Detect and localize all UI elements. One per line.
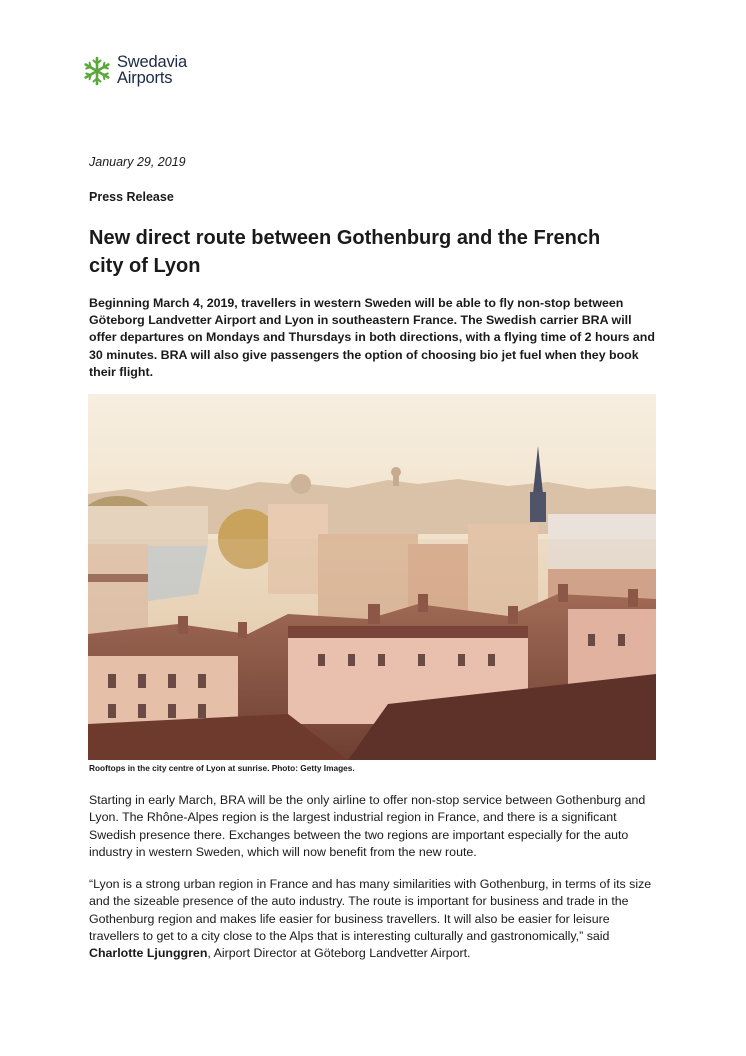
headline: New direct route between Gothenburg and the French city of Lyon xyxy=(89,227,601,277)
document-label: Press Release xyxy=(89,190,174,204)
body-paragraph-2 xyxy=(89,876,659,962)
release-date: January 29, 2019 xyxy=(89,155,186,169)
speaker-title: , Airport Director at Göteborg Landvetter Airport. xyxy=(207,946,471,961)
lyon-rooftops-photo xyxy=(88,394,656,760)
swedavia-logo xyxy=(82,54,212,88)
logo-line-1: Swedavia xyxy=(117,53,187,71)
logo-wordmark xyxy=(117,54,187,86)
lead-paragraph: Beginning March 4, 2019, travellers in western Sweden will be able to fly non-stop between Göteborg Landvetter Airport and Lyon in southeastern France. The Swedish carrier BRA will offer departures on Mondays and Thursdays in both directions, with a flying time of 2 hours and 30 minutes. BRA will also give passengers the option of choosing bio jet fuel when they book their flight. xyxy=(89,296,655,379)
photo-caption: Rooftops in the city centre of Lyon at sunrise. Photo: Getty Images. xyxy=(89,763,355,773)
speaker-name: Charlotte Ljunggren xyxy=(89,946,208,961)
logo-line-2: Airports xyxy=(117,69,173,87)
snowflake-logo-icon xyxy=(82,56,112,86)
quote-text: “Lyon is a strong urban region in France and has many similarities with Gothenburg, in terms of its size and the sizeable presence of the auto industry. The route is important for business and trade in the Gothenburg region and makes life easier for business travellers. It will also be easier for leisure travellers to get to a city close to the Alps that is interesting culturally and gastronomically,” said xyxy=(89,877,652,943)
body-paragraph-1: Starting in early March, BRA will be the only airline to offer non-stop service between Gothenburg and Lyon. The Rhône-Alpes region is the largest industrial region in France, and there is a significant Swedish presence there. Exchanges between the two regions are important especially for the auto industry in western Sweden, which will now benefit from the new route. xyxy=(89,793,646,859)
